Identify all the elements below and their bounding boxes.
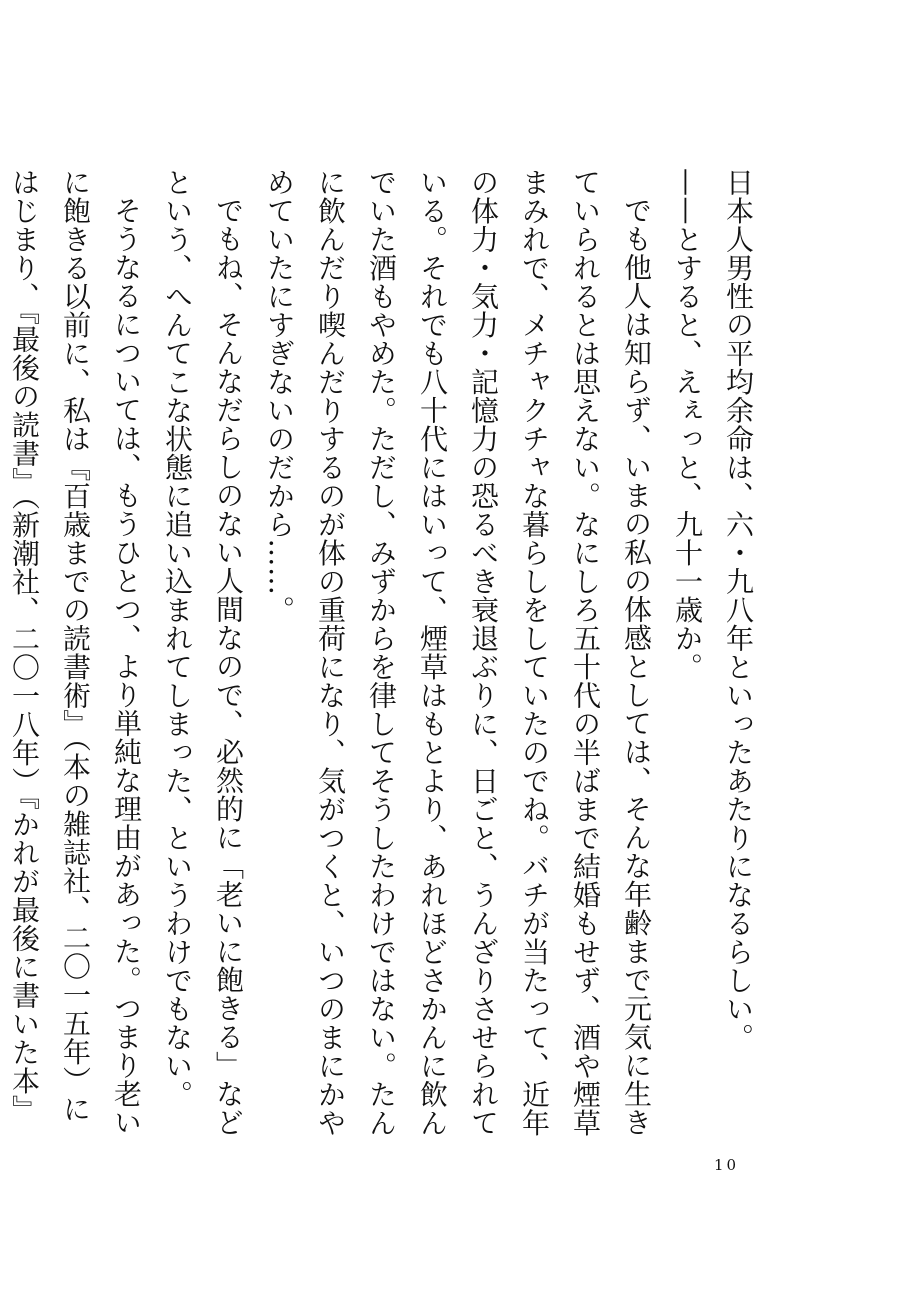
paragraph: 日本人男性の平均余命は、六・九八年といったあたりになるらしい。 [722,168,755,1052]
paragraph: でも他人は知らず、いまの私の体感としては、そんな年齢まで元気に生きていられるとは思えない。なにしろ五十代の半ばまで結婚もせず、酒や煙草まみれで、メチャクチャな暮らしをしていたのでね。バチが当たって、近年の体力・気力・記憶力の恐るべき衰退ぶりに、日ごと、うんざりさせられている。それでも八十代にはいって、煙草はもとより、あれほどさかんに飲んでいた酒もやめた。ただし、みずからを律してそうしたわけではない。たんに飲んだり喫んだりするのが体の重荷になり、気がつくと、いつのまにかやめていたにすぎないのだから……。 [263,168,653,1137]
body-text [8,168,764,1148]
paragraph: ——とすると、えぇっと、九十一歳か。 [671,168,704,681]
paragraph: でもね、そんなだらしのない人間なので、必然的に「老いに飽きる」などという、へんてこな状態に追い込まれてしまった、というわけでもない。 [161,168,245,1137]
paragraph: そうなるについては、もうひとつ、より単純な理由があった。つまり老いに飽きる以前に、私は『百歳までの読書術』（本の雑誌社、二〇一五年）にはじまり、『最後の読書』（新潮社、二〇一八年）『かれが最後に書いた本』 [8,168,143,1137]
page-number: 10 [714,1156,740,1174]
